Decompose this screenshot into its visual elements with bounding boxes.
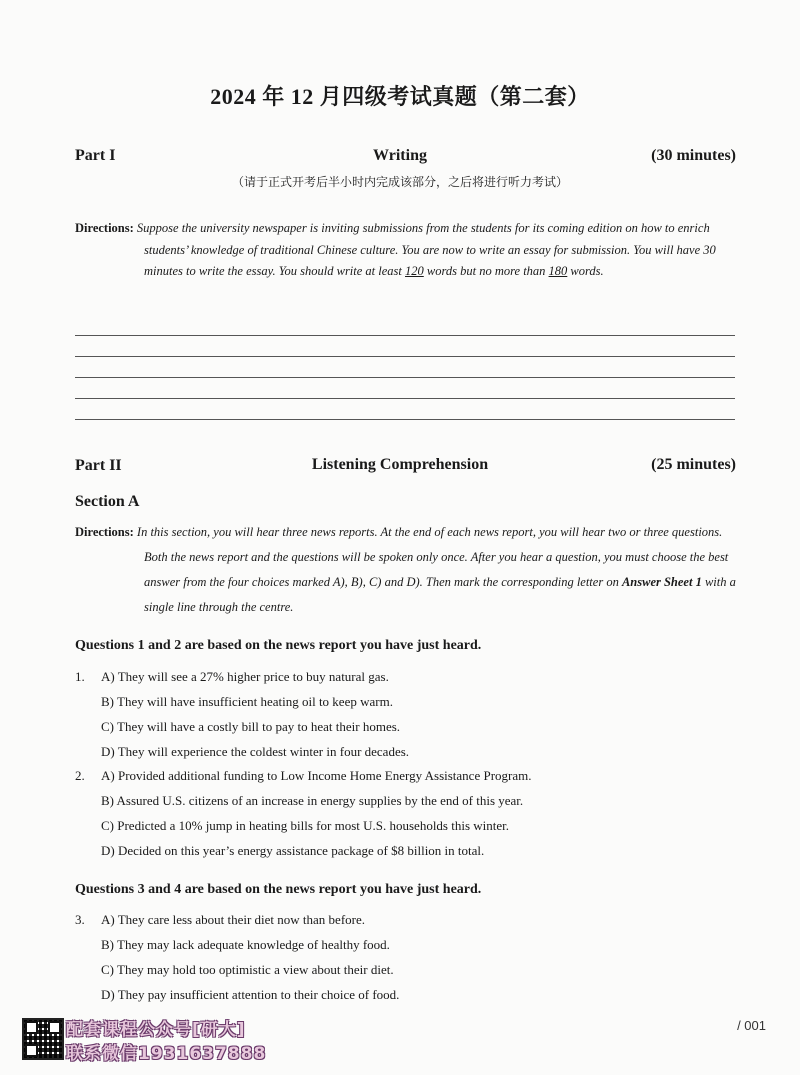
- directions-text: with a single line through the centre.: [144, 575, 736, 614]
- writing-line: [75, 356, 735, 357]
- part1-name: Writing: [373, 147, 427, 164]
- part2-time: (25 minutes): [651, 456, 736, 473]
- writing-line: [75, 335, 735, 336]
- answer-option: C) Predicted a 10% jump in heating bills for most U.S. households this winter.: [101, 818, 510, 833]
- writing-line: [75, 398, 735, 399]
- answer-option: B) They will have insufficient heating oil to keep warm.: [101, 694, 393, 709]
- answer-option: A) They care less about their diet now than before.: [101, 912, 365, 927]
- answer-option: D) They pay insufficient attention to their choice of food.: [101, 987, 400, 1002]
- part2-directions: [75, 520, 737, 620]
- watermark-line1: 配套课程公众号[研大]: [66, 1020, 246, 1040]
- answer-option: A) They will see a 27% higher price to buy natural gas.: [101, 669, 389, 684]
- answer-option: C) They may hold too optimistic a view about their diet.: [101, 962, 394, 977]
- directions-lead: Directions:: [75, 525, 134, 539]
- answer-option: C) They will have a costly bill to pay to heat their homes.: [101, 719, 401, 734]
- answer-sheet-label: Answer Sheet 1: [621, 575, 702, 589]
- part1-time: (30 minutes): [651, 147, 736, 164]
- answer-option: B) They may lack adequate knowledge of healthy food.: [101, 937, 390, 952]
- directions-lead: Directions:: [75, 221, 134, 235]
- part1-directions: [75, 218, 737, 283]
- max-words: 180: [548, 264, 568, 278]
- part2-name: Listening Comprehension: [311, 456, 489, 473]
- writing-line: [75, 377, 735, 378]
- section-a-label: Section A: [75, 493, 140, 510]
- answer-option: A) Provided additional funding to Low Income Home Energy Assistance Program.: [101, 768, 532, 783]
- question-group-heading: Questions 3 and 4 are based on the news report you have just heard.: [75, 882, 482, 897]
- question-group-heading: Questions 1 and 2 are based on the news report you have just heard.: [75, 638, 482, 653]
- writing-line: [75, 419, 735, 420]
- watermark-line2: 联系微信1931637888: [66, 1044, 267, 1064]
- answer-option: D) Decided on this year’s energy assistance package of $8 billion in total.: [101, 843, 485, 858]
- question-number: 1.: [75, 669, 85, 684]
- exam-title: 2024 年 12 月四级考试真题（第二套）: [210, 84, 590, 109]
- question-number: 3.: [75, 912, 85, 927]
- directions-text: In this section, you will hear three news reports. At the end of each news report, you will hear two or three questions. Both the news report and the questions will be spoken only once. After you hear a question, you must choose the best answer from the four choices marked A), B), C) and D). Then mark the corresponding letter on: [133, 525, 729, 589]
- qr-code-icon: [22, 1018, 64, 1060]
- directions-text: Suppose the university newspaper is inviting submissions from the students for its coming edition on how to enrich students’ knowledge of traditional Chinese culture. You are now to write an essay for submission. You will have 30 minutes to write the essay. You should write at least: [133, 221, 716, 278]
- part2-label: Part II: [75, 457, 122, 474]
- min-words: 120: [405, 264, 424, 278]
- directions-text: words but no more than: [423, 264, 549, 278]
- part1-note: （请于正式开考后半小时内完成该部分，之后将进行听力考试）: [231, 175, 568, 189]
- directions-text: words.: [567, 264, 604, 278]
- page-number: / 001: [737, 1018, 766, 1033]
- answer-option: B) Assured U.S. citizens of an increase in energy supplies by the end of this year.: [101, 793, 524, 808]
- question-number: 2.: [75, 768, 85, 783]
- answer-option: D) They will experience the coldest winter in four decades.: [101, 744, 410, 759]
- part1-label: Part I: [75, 147, 116, 164]
